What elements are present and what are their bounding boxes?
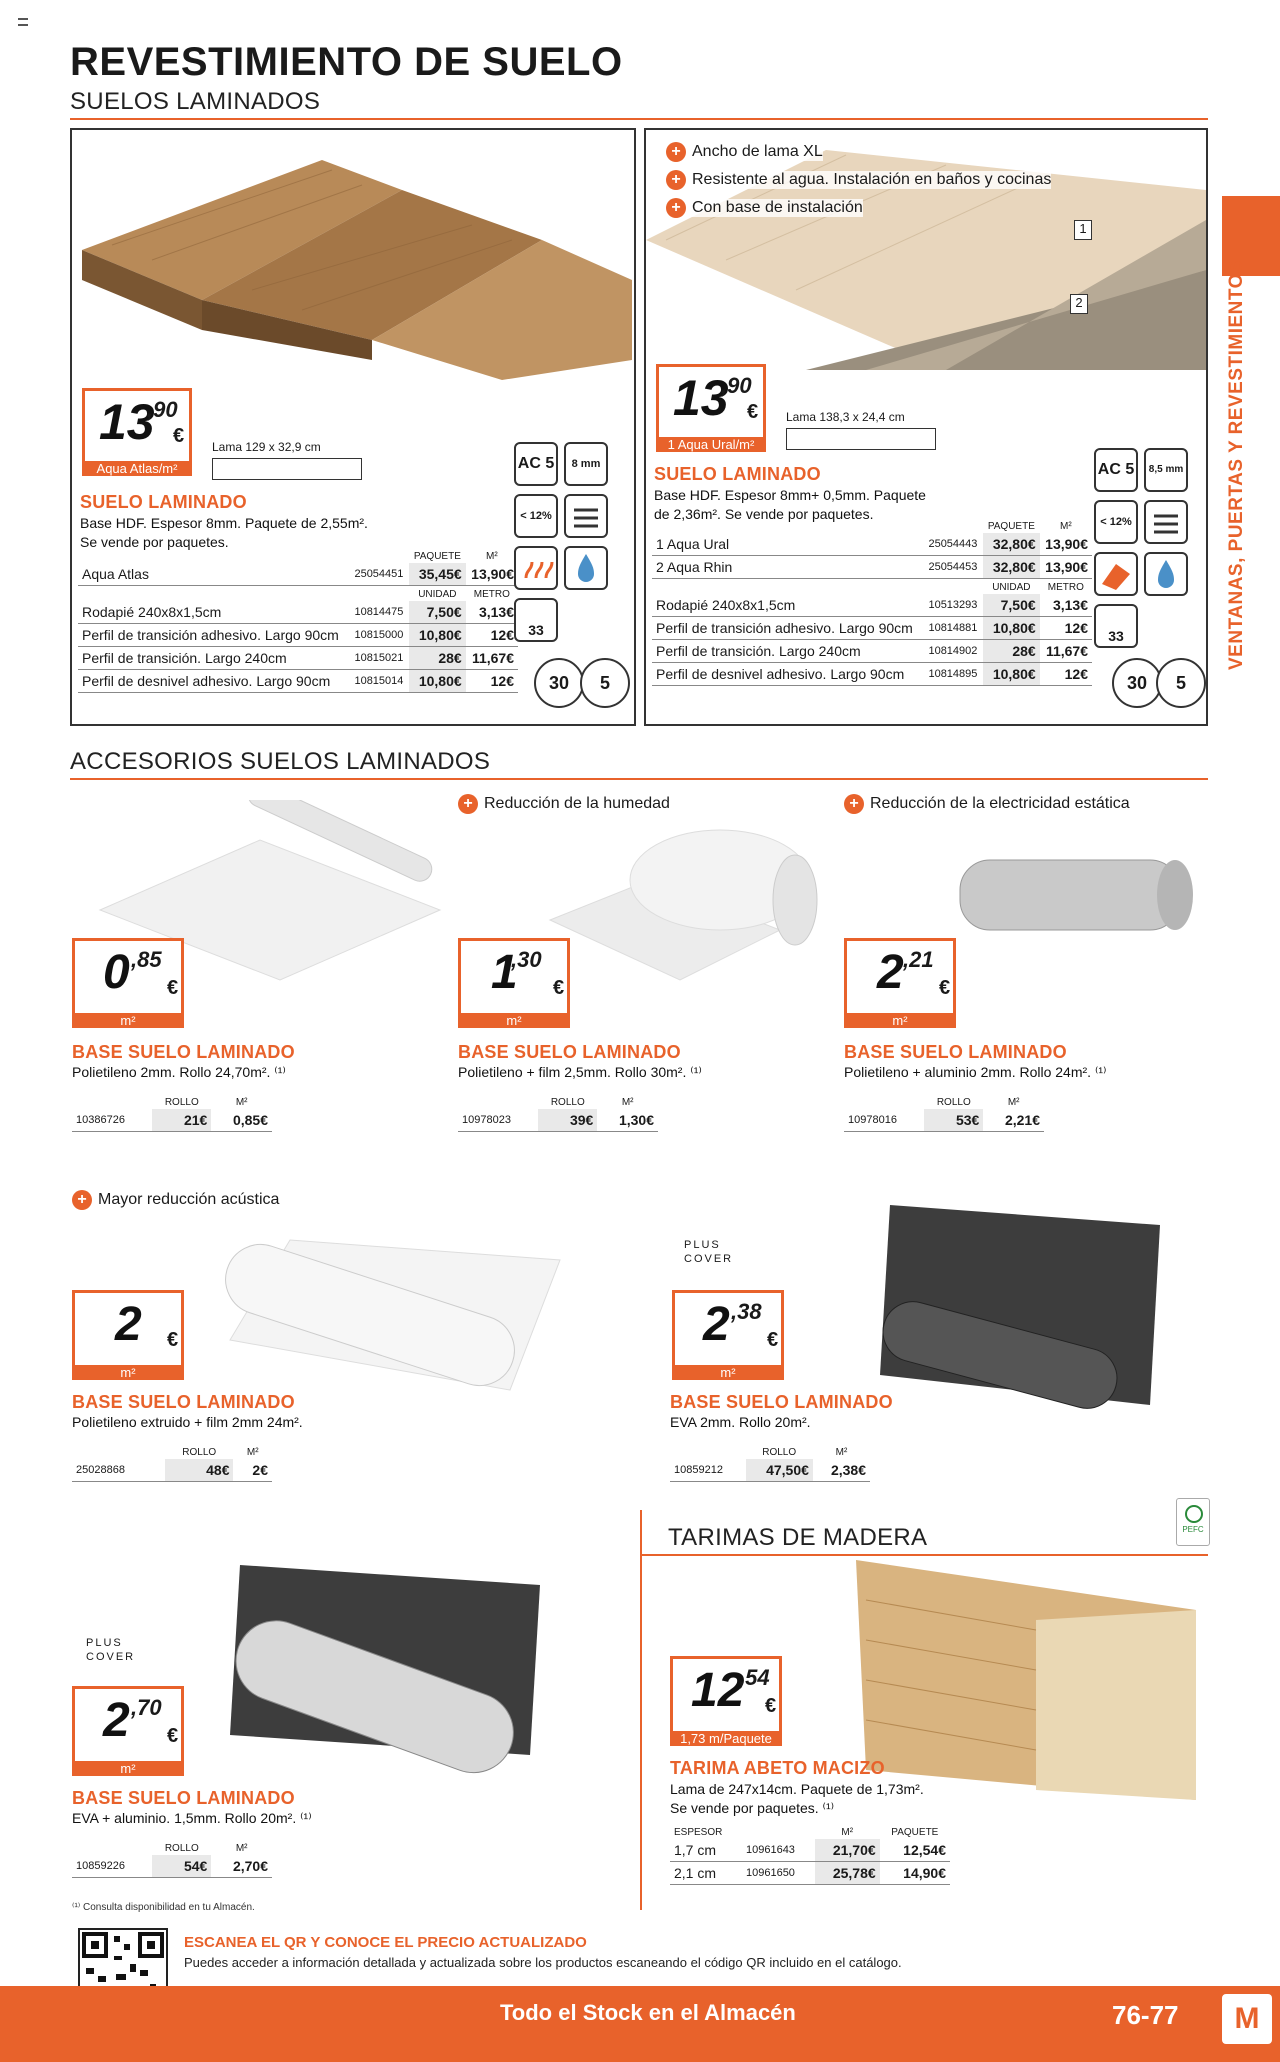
feature-item: + Resistente al agua. Instalación en baños y cocinas: [666, 170, 1051, 190]
heating-icon: [514, 546, 558, 590]
lama-size: [786, 410, 936, 450]
table-row: Rodapié 240x8x1,5cm 10513293 7,50€ 3,13€: [652, 594, 1092, 617]
product-photo: [870, 1205, 1170, 1445]
lama-label: Lama 129 x 32,9 cm: [212, 440, 321, 454]
plus-icon: +: [666, 142, 686, 162]
divider: [70, 778, 1208, 780]
marker-2: 2: [1070, 294, 1088, 314]
lama-swatch: [786, 428, 936, 450]
table-row: 2,1 cm 10961650 25,78€ 14,90€: [670, 1862, 950, 1885]
table-row: 1 Aqua Ural 25054443 32,80€ 13,90€: [652, 533, 1092, 556]
table-row: Perfil de desnivel adhesivo. Largo 90cm 10814895 10,80€ 12€: [652, 663, 1092, 686]
price-table: ESPESOR M² PAQUETE 1,7 cm 10961643 21,70€ 12,54€ 2,1 cm 10961650 25,78€ 14,90€: [670, 1824, 950, 1885]
divider: [70, 118, 1208, 120]
page-number: 76-77: [1112, 2000, 1179, 2030]
page-title: REVESTIMIENTO DE SUELO: [70, 40, 623, 84]
price-table: ROLLO M² 10978023 39€ 1,30€: [458, 1094, 658, 1132]
product-description: Polietileno extruido + film 2mm 24m².: [72, 1414, 303, 1430]
table-row: Perfil de transición. Largo 240cm 10814902 28€ 11,67€: [652, 640, 1092, 663]
table-row: 10978023 39€ 1,30€: [458, 1109, 658, 1132]
product-description: Polietileno + aluminio 2mm. Rollo 24m². ⁽¹⁾: [844, 1064, 1107, 1080]
price-badge: [82, 388, 192, 476]
qr-text: Puedes acceder a información detallada y actualizada sobre los productos escaneando el código QR incluido en el catálogo.: [184, 1955, 902, 1970]
guarantee-5-icon: 5: [580, 658, 630, 708]
menu-icon[interactable]: [18, 18, 28, 26]
plus-icon: +: [666, 170, 686, 190]
usage-class-icon: 33: [514, 598, 558, 642]
lama-label: Lama 138,3 x 24,4 cm: [786, 410, 905, 424]
table-row: 10386726 21€ 0,85€: [72, 1109, 272, 1132]
section-subtitle: SUELOS LAMINADOS: [70, 88, 321, 115]
feature-item: + Reducción de la humedad: [458, 794, 670, 814]
brand-logo: PLUS COVER: [86, 1637, 136, 1663]
product-description: Base HDF. Espesor 8mm. Paquete de 2,55m². Se vende por paquetes.: [80, 515, 368, 550]
table-row: 10859212 47,50€ 2,38€: [670, 1459, 870, 1482]
product-photo: [540, 820, 840, 990]
product-title: BASE SUELO LAMINADO: [72, 1042, 295, 1062]
price-badge: 12 ,54 € 1,73 m/Paquete: [670, 1656, 782, 1746]
price-table: ROLLO M² 10386726 21€ 0,85€: [72, 1094, 272, 1132]
ac5-icon: AC 5: [514, 442, 558, 486]
table-row: 10859226 54€ 2,70€: [72, 1855, 272, 1878]
product-title: BASE SUELO LAMINADO: [458, 1042, 681, 1062]
product-photo: [950, 840, 1200, 970]
tarimas-title: TARIMAS DE MADERA: [668, 1524, 928, 1551]
price-currency: €: [173, 425, 185, 447]
vertical-divider: [640, 1510, 642, 1910]
marker-1: 1: [1074, 220, 1092, 240]
side-tab-label: VENTANAS, PUERTAS Y REVESTIMIENTOS: [1226, 259, 1247, 670]
price-badge: 1 ,30 € m²: [458, 938, 570, 1028]
feature-item: + Ancho de lama XL: [666, 142, 823, 162]
product-photo: [220, 1565, 550, 1795]
product-title: BASE SUELO LAMINADO: [844, 1042, 1067, 1062]
thickness-icon: 8,5 mm: [1144, 448, 1188, 492]
price-decimal: ,90: [147, 397, 178, 422]
plus-icon: +: [458, 794, 478, 814]
price-table: PAQUETE M² 1 Aqua Ural 25054443 32,80€ 13,90€ 2 Aqua Rhin 25054453 32,80€ 13,90€ UNIDAD METRO Rodapié 240x8x1,5cm 10513293 7,50€ 3,13€ Perfil de transición adhesivo. Largo 90cm 10814881 10,80€ 12€ Perfil de transición. Largo 240cm 10814902 28€ 11,67€ Perfil de desnivel adhesivo. Largo 90cm 10814895 10,80€ 12€: [652, 518, 1092, 686]
table-row: Perfil de transición adhesivo. Largo 90cm 10814881 10,80€ 12€: [652, 617, 1092, 640]
qr-title: ESCANEA EL QR Y CONOCE EL PRECIO ACTUALIZADO: [184, 1934, 587, 1951]
table-row: Aqua Atlas 25054451 35,45€ 13,90€: [78, 563, 518, 586]
brand-logo: PLUS COVER: [684, 1239, 734, 1265]
laminate-photo-right: [646, 130, 1206, 370]
feature-item: + Mayor reducción acústica: [72, 1190, 279, 1210]
table-row: 2 Aqua Rhin 25054453 32,80€ 13,90€: [652, 556, 1092, 579]
wood-look-icon: [1094, 552, 1138, 596]
price-badge: [656, 364, 766, 452]
product-description: Polietileno 2mm. Rollo 24,70m². ⁽¹⁾: [72, 1064, 286, 1080]
ac5-icon: AC 5: [1094, 448, 1138, 492]
plus-icon: +: [72, 1190, 92, 1210]
guarantee-30-icon: 30: [1112, 658, 1162, 708]
divider: [640, 1554, 1208, 1556]
click-system-icon: [1144, 500, 1188, 544]
product-description: Base HDF. Espesor 8mm+ 0,5mm. Paquete de 2,36m². Se vende por paquetes.: [654, 487, 926, 522]
feature-item: + Reducción de la electricidad estática: [844, 794, 1130, 814]
price-badge: 2 ,21 € m²: [844, 938, 956, 1028]
table-row: Perfil de transición adhesivo. Largo 90cm 10815000 10,80€ 12€: [78, 624, 518, 647]
guarantee-30-icon: 30: [534, 658, 584, 708]
click-system-icon: [564, 494, 608, 538]
pefc-logo: PEFC: [1176, 1498, 1210, 1546]
laminate-photo-left: [72, 130, 634, 380]
price-table: ROLLO M² 10859212 47,50€ 2,38€: [670, 1444, 870, 1482]
product-title: BASE SUELO LAMINADO: [670, 1392, 893, 1412]
lama-swatch: [212, 458, 362, 480]
water-resistant-icon: [564, 546, 608, 590]
table-row: 10978016 53€ 2,21€: [844, 1109, 1044, 1132]
price-currency: €: [747, 401, 759, 423]
product-description: EVA 2mm. Rollo 20m².: [670, 1414, 811, 1430]
plus-icon: +: [844, 794, 864, 814]
feature-item: + Con base de instalación: [666, 198, 863, 218]
product-title: TARIMA ABETO MACIZO: [670, 1758, 885, 1778]
humidity-icon: < 12%: [514, 494, 558, 538]
humidity-icon: < 12%: [1094, 500, 1138, 544]
laminate-card-left: [70, 128, 636, 726]
table-row: 25028868 48€ 2€: [72, 1459, 272, 1482]
product-title: BASE SUELO LAMINADO: [72, 1392, 295, 1412]
price-unit: 1 Aqua Ural/m²: [656, 437, 766, 452]
price-table: PAQUETE M² Aqua Atlas 25054451 35,45€ 13,90€ UNIDAD METRO Rodapié 240x8x1,5cm 10814475 7,50€ 3,13€ Perfil de transición adhesivo. Largo 90cm 10815000 10,80€ 12€ Perfil de transición. Largo 240cm 10815021 28€ 11,67€ Perfil de desnivel adhesivo. Largo 90cm 10815014 10,80€ 12€: [78, 548, 518, 693]
price-table: ROLLO M² 10859226 54€ 2,70€: [72, 1840, 272, 1878]
product-title: SUELO LAMINADO: [654, 464, 821, 484]
water-resistant-icon: [1144, 552, 1188, 596]
table-row: Perfil de transición. Largo 240cm 10815021 28€ 11,67€: [78, 647, 518, 670]
product-photo: [210, 1220, 570, 1400]
plus-icon: +: [666, 198, 686, 218]
product-description: EVA + aluminio. 1,5mm. Rollo 20m². ⁽¹⁾: [72, 1810, 312, 1826]
price-badge: 0 ,85 € m²: [72, 938, 184, 1028]
footer-slogan: Todo el Stock en el Almacén: [500, 2000, 796, 2025]
table-row: Rodapié 240x8x1,5cm 10814475 7,50€ 3,13€: [78, 601, 518, 624]
brand-logo: M: [1222, 1994, 1272, 2044]
footnote: ⁽¹⁾ Consulta disponibilidad en tu Almacén.: [72, 1902, 255, 1913]
table-row: 1,7 cm 10961643 21,70€ 12,54€: [670, 1839, 950, 1862]
price-badge: 2 € m²: [72, 1290, 184, 1380]
price-badge: 2 ,70 € m²: [72, 1686, 184, 1776]
wood-pallet-photo: [856, 1560, 1206, 1810]
product-title: SUELO LAMINADO: [80, 492, 247, 512]
price-unit: Aqua Atlas/m²: [82, 461, 192, 476]
price-table: ROLLO M² 10978016 53€ 2,21€: [844, 1094, 1044, 1132]
product-title: BASE SUELO LAMINADO: [72, 1788, 295, 1808]
table-row: Perfil de desnivel adhesivo. Largo 90cm 10815014 10,80€ 12€: [78, 670, 518, 693]
price-decimal: ,90: [721, 373, 752, 398]
lama-size: [212, 440, 362, 480]
product-description: Lama de 247x14cm. Paquete de 1,73m². Se vende por paquetes. ⁽¹⁾: [670, 1781, 924, 1816]
product-description: Polietileno + film 2,5mm. Rollo 30m². ⁽¹⁾: [458, 1064, 702, 1080]
accessories-title: ACCESORIOS SUELOS LAMINADOS: [70, 748, 491, 775]
price-table: ROLLO M² 25028868 48€ 2€: [72, 1444, 272, 1482]
usage-class-icon: 33: [1094, 604, 1138, 648]
price-badge: 2 ,38 € m²: [672, 1290, 784, 1380]
price-integer: 13: [99, 394, 155, 450]
price-integer: 13: [673, 370, 729, 426]
guarantee-5-icon: 5: [1156, 658, 1206, 708]
laminate-card-right: [644, 128, 1208, 726]
thickness-icon: 8 mm: [564, 442, 608, 486]
